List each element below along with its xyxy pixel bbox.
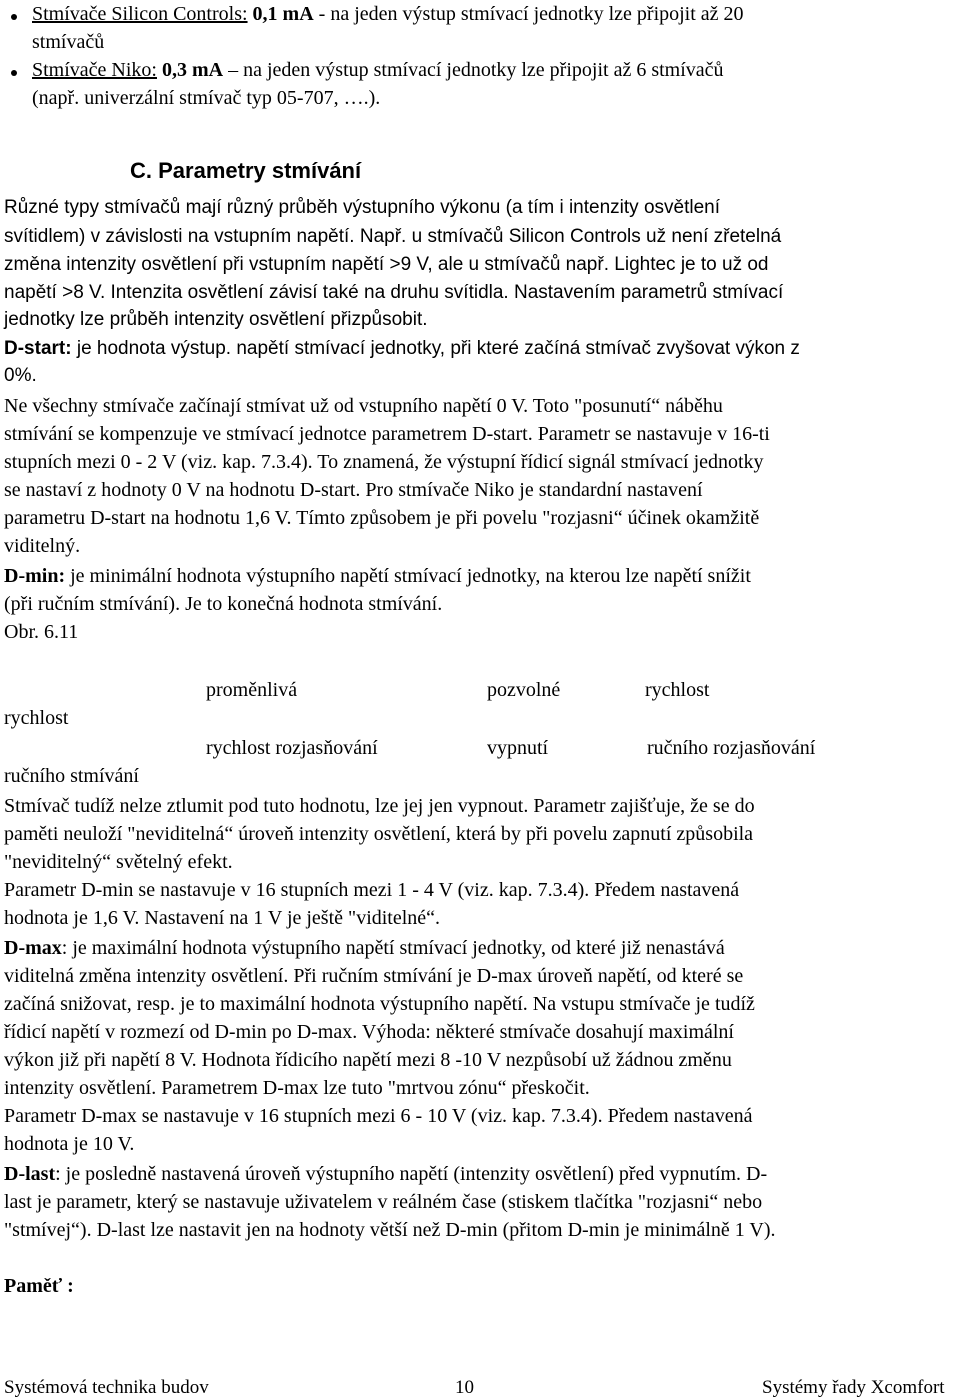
dstart-label: D-start:	[4, 338, 72, 359]
paragraph-line: stmívání se kompenzuje ve stmívací jednotce parametrem D-start. Parametr se nastavuje v 16-ti	[4, 423, 770, 445]
paragraph-line: paměti neuloží "neviditelná“ úroveň intenzity osvětlení, která by při povelu zapnutí způsobila	[4, 823, 754, 845]
paragraph-line: viditelná změna intenzity osvětlení. Při ručním stmívání je D-max úroveň napětí, od které se	[4, 965, 744, 987]
paragraph-line	[4, 278, 783, 307]
bullet-value: 0,1 mA	[252, 3, 314, 25]
bullet-text-continued: stmívačů	[32, 31, 105, 53]
paragraph-line: Parametr D-min se nastavuje v 16 stupních mezi 1 - 4 V (viz. kap. 7.3.4). Předem nastavená	[4, 879, 740, 901]
paragraph-line: intenzity osvětlení. Parametrem D-max lze tuto "mrtvou zónu“ přeskočit.	[4, 1077, 590, 1099]
paragraph-segment: napětí >8 V. Intenzita osvětlení závisí také na druhu svítidla.	[4, 282, 509, 303]
bullet-name: Stmívače Silicon Controls:	[32, 3, 248, 25]
paragraph-segment: Nastavením parametrů stmívací	[508, 282, 784, 303]
dlast-definition	[4, 1160, 767, 1188]
paragraph-line: parametru D-start na hodnotu 1,6 V. Tímto způsobem je při povelu "rozjasni“ účinek okamžitě	[4, 507, 760, 529]
paragraph-line: viditelný.	[4, 535, 81, 557]
dmax-text: : je maximální hodnota výstupního napětí stmívací jednotky, od které již nenastává	[61, 937, 725, 959]
paragraph-line: výkon již při napětí 8 V. Hodnota řídicího napětí mezi 8 -10 V nezpůsobí už žádnou změnu	[4, 1049, 732, 1071]
section-title-text: C. Parametry stmívání	[130, 158, 362, 183]
dlast-label: D-last	[4, 1163, 56, 1185]
paragraph-line: stupních mezi 0 - 2 V (viz. kap. 7.3.4). To znamená, že výstupní řídicí signál stmívací jednotky	[4, 451, 764, 473]
bullet-item-silicon-controls	[32, 0, 744, 28]
bullet-item-niko	[32, 56, 724, 84]
dlast-text: : je posledně nastavená úroveň výstupního napětí (intenzity osvětlení) před vypnutím. D-	[55, 1163, 768, 1185]
bullet-text: - na jeden výstup stmívací jednotky lze připojit až 20	[313, 3, 744, 25]
paragraph-segment: změna intenzity osvětlení při vstupním napětí >9 V, ale u stmívačů např.	[4, 254, 609, 275]
paragraph-line: řídicí napětí v rozmezí od D-min po D-max. Výhoda: některé stmívače dosahují maximální	[4, 1021, 734, 1043]
paragraph-line	[4, 222, 781, 251]
paragraph-line: Parametr D-max se nastavuje v 16 stupních mezi 6 - 10 V (viz. kap. 7.3.4). Předem nastavená	[4, 1105, 753, 1127]
figure-label: pozvolné	[487, 679, 561, 701]
paragraph-line: Různé typy stmívačů mají různý průběh výstupního výkonu (a tím i intenzity osvětlení	[4, 197, 720, 218]
bullet-icon	[11, 70, 17, 76]
paragraph-line: Stmívač tudíž nelze ztlumit pod tuto hodnotu, lze jej jen vypnout. Parametr zajišťuje, že se do	[4, 795, 755, 817]
dstart-text: je hodnota výstup. napětí stmívací jednotky, při které začíná stmívač zvyšovat výkon z	[71, 338, 800, 359]
footer-right: Systémy řady Xcomfort	[762, 1377, 945, 1398]
figure-label: rychlost	[4, 707, 69, 729]
figure-reference: Obr. 6.11	[4, 621, 79, 643]
bullet-text-continued: (např. univerzální stmívač typ 05-707, ….).	[32, 87, 381, 109]
figure-label: ručního rozjasňování	[647, 737, 816, 759]
dmin-text-continued: (při ručním stmívání). Je to konečná hodnota stmívání.	[4, 593, 443, 615]
dmin-definition	[4, 562, 751, 590]
paragraph-line: hodnota je 1,6 V. Nastavení na 1 V je ještě "viditelné“.	[4, 907, 441, 929]
paragraph-line: Ne všechny stmívače začínají stmívat už od vstupního napětí 0 V. Toto "posunutí“ náběhu	[4, 395, 723, 417]
bullet-icon	[11, 14, 17, 20]
figure-label: vypnutí	[487, 737, 549, 759]
memory-heading	[4, 1272, 74, 1300]
footer-page-number: 10	[455, 1377, 474, 1398]
paragraph-line: hodnota je 10 V.	[4, 1133, 135, 1155]
dmin-text: je minimální hodnota výstupního napětí stmívací jednotky, na kterou lze napětí snížit	[65, 565, 751, 587]
footer-left: Systémová technika budov	[4, 1377, 209, 1398]
paragraph-line: "stmívej“). D-last lze nastavit jen na hodnoty větší než D-min (přitom D-min je minimálně 1 V).	[4, 1219, 776, 1241]
figure-label: ručního stmívání	[4, 765, 139, 787]
paragraph-segment: svítidlem) v závislosti na vstupním napětí.	[4, 226, 355, 247]
dstart-text-continued: 0%.	[4, 365, 37, 386]
paragraph-line: "neviditelný“ světelný efekt.	[4, 851, 233, 873]
paragraph-line: jednotky lze průběh intenzity osvětlení přizpůsobit.	[4, 309, 428, 330]
memory-heading-text: Paměť :	[4, 1275, 74, 1297]
dmax-label: D-max	[4, 937, 62, 959]
bullet-value: 0,3 mA	[161, 59, 224, 81]
dstart-definition	[4, 334, 800, 363]
paragraph-line: last je parametr, který se nastavuje uživatelem v reálném čase (stiskem tlačítka "rozjasni“ nebo	[4, 1191, 763, 1213]
paragraph-line	[4, 250, 769, 279]
bullet-name: Stmívače Niko:	[32, 59, 157, 81]
dmax-definition	[4, 934, 725, 962]
bullet-text: – na jeden výstup stmívací jednotky lze připojit až 6 stmívačů	[223, 59, 724, 81]
paragraph-segment: Lightec je to už od	[609, 254, 769, 275]
dmin-label: D-min:	[4, 565, 66, 587]
figure-label: rychlost	[645, 679, 710, 701]
paragraph-line: začíná snižovat, resp. je to maximální hodnota výstupního napětí. Na vstupu stmívače je tudíž	[4, 993, 755, 1015]
figure-label: proměnlivá	[206, 679, 298, 701]
paragraph-line: se nastaví z hodnoty 0 V na hodnotu D-start. Pro stmívače Niko je standardní nastavení	[4, 479, 703, 501]
section-title	[130, 157, 361, 185]
figure-label: rychlost rozjasňování	[206, 737, 378, 759]
paragraph-segment: Např. u stmívačů Silicon Controls už není zřetelná	[354, 226, 782, 247]
